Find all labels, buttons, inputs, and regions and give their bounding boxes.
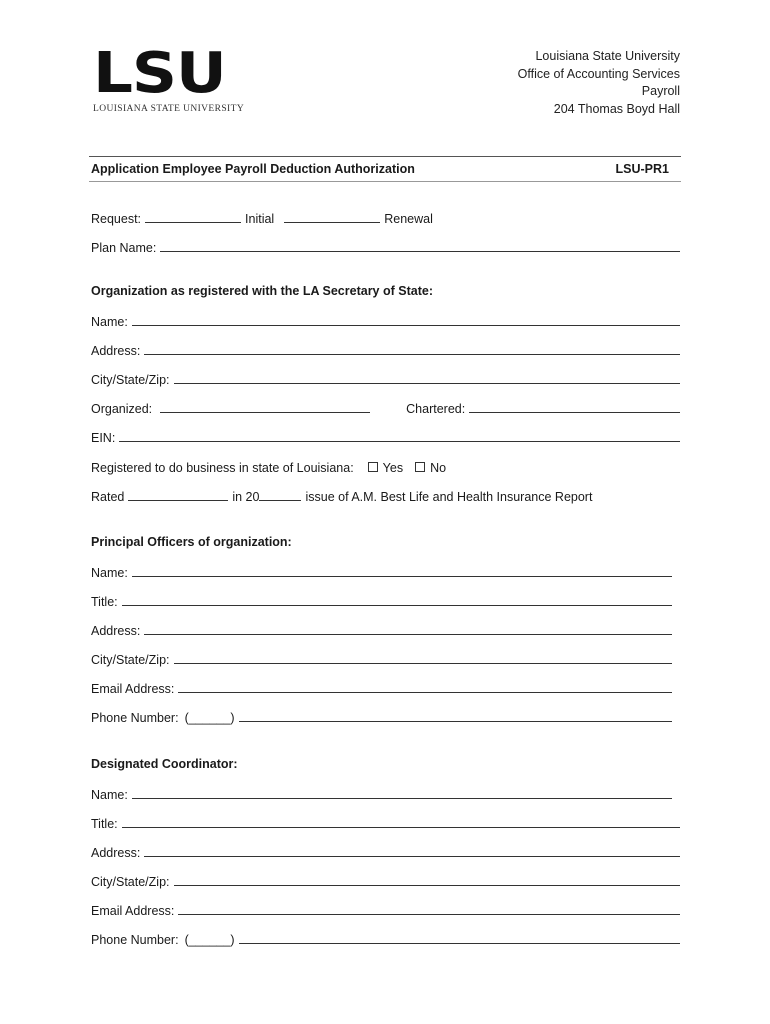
renewal-label: Renewal: [384, 212, 433, 226]
officer-city-label: City/State/Zip:: [91, 653, 170, 667]
coord-email-label: Email Address:: [91, 904, 175, 918]
organized-label: Organized:: [91, 402, 153, 416]
officer-city-row: [91, 649, 672, 667]
org-city-field[interactable]: [174, 383, 681, 384]
coord-city-field[interactable]: [174, 885, 681, 886]
no-label: No: [430, 461, 447, 475]
registered-row: [91, 457, 680, 475]
coord-phone-label: Phone Number:: [91, 933, 179, 947]
officer-phone-row: [91, 707, 672, 725]
ein-label: EIN:: [91, 431, 116, 445]
officer-address-field[interactable]: [144, 634, 672, 635]
initial-field[interactable]: [145, 222, 241, 223]
officer-name-label: Name:: [91, 566, 128, 580]
officer-address-label: Address:: [91, 624, 141, 638]
officer-address-row: [91, 620, 672, 638]
rating-field[interactable]: [128, 500, 228, 501]
coord-name-field[interactable]: [132, 798, 672, 799]
coord-title-row: [91, 813, 680, 831]
officer-city-field[interactable]: [174, 663, 673, 664]
coord-email-row: [91, 900, 680, 918]
form-title: Application Employee Payroll Deduction Authorization: [91, 162, 415, 176]
org-name-field[interactable]: [132, 325, 680, 326]
initial-label: Initial: [245, 212, 275, 226]
org-name-row: [91, 311, 680, 329]
address-line-4: 204 Thomas Boyd Hall: [553, 101, 680, 116]
coord-phone-field[interactable]: [239, 943, 680, 944]
rated-label: Rated: [91, 490, 125, 504]
officer-name-field[interactable]: [132, 576, 672, 577]
coord-name-label: Name:: [91, 788, 128, 802]
yes-label: Yes: [382, 461, 404, 475]
coord-city-label: City/State/Zip:: [91, 875, 170, 889]
officer-area-code[interactable]: (______): [184, 711, 235, 725]
rated-row: [91, 486, 680, 504]
logo-subtitle: LOUISIANA STATE UNIVERSITY: [93, 104, 245, 114]
org-city-row: [91, 369, 680, 387]
form-code: LSU-PR1: [615, 162, 669, 176]
org-address-label: Address:: [91, 344, 141, 358]
address-line-3: Payroll: [641, 84, 680, 98]
coordinator-heading: Designated Coordinator:: [91, 757, 238, 771]
coord-name-row: [91, 784, 672, 802]
address-line-1: Louisiana State University: [535, 49, 680, 63]
org-heading: Organization as registered with the LA Secretary of State:: [91, 284, 433, 298]
coord-area-code[interactable]: (______): [184, 933, 235, 947]
officer-title-field[interactable]: [122, 605, 672, 606]
officer-email-row: [91, 678, 672, 696]
officer-email-field[interactable]: [178, 692, 672, 693]
chartered-field[interactable]: [469, 412, 680, 413]
ein-field[interactable]: [119, 441, 680, 442]
org-organized-row: [91, 398, 680, 416]
org-address-row: [91, 340, 680, 358]
officers-heading: Principal Officers of organization:: [91, 535, 292, 549]
renewal-field[interactable]: [284, 222, 380, 223]
officer-email-label: Email Address:: [91, 682, 175, 696]
officer-phone-label: Phone Number:: [91, 711, 179, 725]
coord-address-row: [91, 842, 680, 860]
lsu-logo: [93, 41, 245, 114]
registered-label: Registered to do business in state of Louisiana:: [91, 461, 354, 475]
no-checkbox[interactable]: [415, 462, 425, 472]
officer-name-row: [91, 562, 672, 580]
chartered-label: Chartered:: [406, 402, 466, 416]
coord-phone-row: [91, 929, 680, 947]
form-title-bar: [89, 156, 681, 182]
officer-title-label: Title:: [91, 595, 118, 609]
organized-field[interactable]: [160, 412, 370, 413]
logo-mark: LSU: [93, 41, 226, 106]
issue-label: issue of A.M. Best Life and Health Insurance Report: [305, 490, 593, 504]
coord-title-field[interactable]: [122, 827, 680, 828]
plan-name-row: [91, 237, 680, 255]
request-row: [91, 208, 433, 226]
year-field[interactable]: [259, 500, 301, 501]
plan-name-label: Plan Name:: [91, 241, 157, 255]
org-address-field[interactable]: [144, 354, 680, 355]
office-address: [518, 48, 680, 118]
coord-address-label: Address:: [91, 846, 141, 860]
address-line-2: Office of Accounting Services: [517, 66, 680, 81]
coord-address-field[interactable]: [144, 856, 680, 857]
request-label: Request:: [91, 212, 142, 226]
org-city-label: City/State/Zip:: [91, 373, 170, 387]
coord-title-label: Title:: [91, 817, 118, 831]
plan-name-field[interactable]: [160, 251, 680, 252]
org-ein-row: [91, 427, 680, 445]
coord-city-row: [91, 871, 680, 889]
org-name-label: Name:: [91, 315, 128, 329]
in-year-label: in 20: [232, 490, 260, 504]
coord-email-field[interactable]: [178, 914, 680, 915]
yes-checkbox[interactable]: [368, 462, 378, 472]
officer-phone-field[interactable]: [239, 721, 672, 722]
officer-title-row: [91, 591, 672, 609]
